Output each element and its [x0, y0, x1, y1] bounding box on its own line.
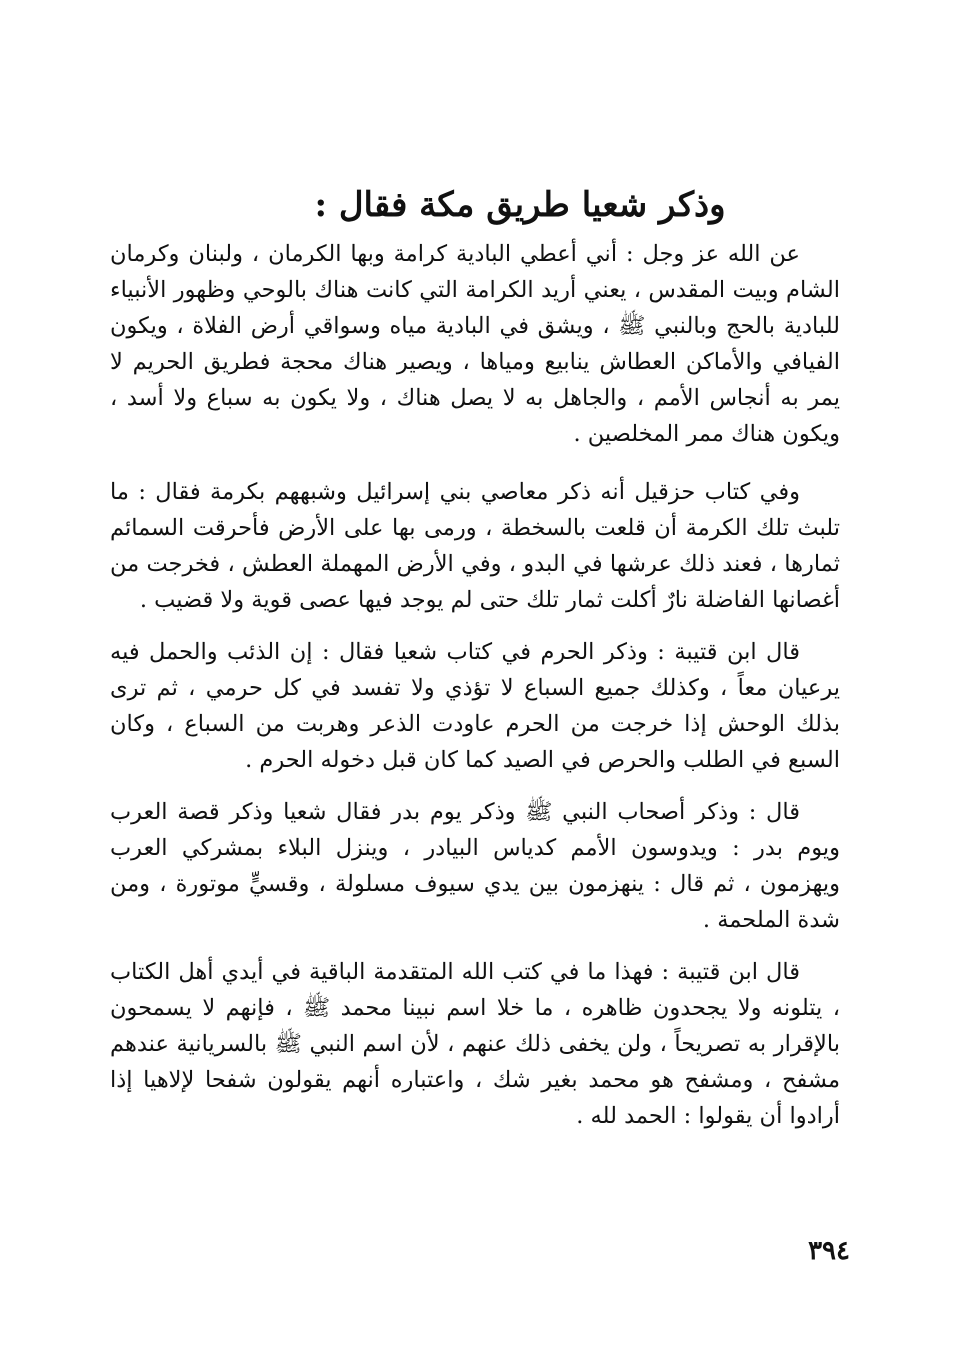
paragraph-4: قال : وذكر أصحاب النبي ﷺ وذكر يوم بدر فقال شعيا وذكر قصة العرب ويوم بدر : ويدوسون الأمم كدياس البيادر ، وينزل البلاء بمشركي العرب ويهزمون ، ثم قال : ينهزمون بين يدي سيوف مسلولة ، وقسيٍّ موتورة ، ومن شدة الملحمة .	[110, 799, 840, 933]
paragraph-3: قال ابن قتيبة : وذكر الحرم في كتاب شعيا فقال : إن الذئب والحمل فيه يرعيان معاً ، وكذلك جميع السباع لا تؤذي ولا تفسد في كل حرمي ، ثم ترى بذلك الوحش إذا خرجت من الحرم عاودت الذعر وهربت من السباع ، وكان السبع في الطلب والحرص في الصيد كما كان قبل دخوله الحرم .	[110, 639, 840, 773]
page-number: ٣٩٤	[808, 1236, 850, 1266]
paragraph-1: عن الله عز وجل : أني أعطي البادية كرامة وبها الكرمان ، ولبنان وكرمان الشام وبيت المقدس ، يعني أريد الكرامة التي كانت هناك بالوحي وظهور الأنبياء للبادية بالحج وبالنبي ﷺ ، ويشق في البادية مياه وسواقي أرض الفلاة ، ويكون الفيافي والأماكن العطاش ينابيع ومياها ، ويصير هناك محجة فطريق الحريم لا يمر به أنجاس الأمم ، والجاهل به لا يصل هناك ، ولا يكون به سباع ولا أسد ، ويكون هناك ممر المخلصين .	[110, 241, 840, 447]
page-content	[110, 180, 840, 1150]
section-title: وذكر شعيا طريق مكة فقال :	[314, 185, 726, 225]
paragraph-5: قال ابن قتيبة : فهذا ما في كتب الله المتقدمة الباقية في أيدي أهل الكتاب ، يتلونه ولا يجحدون ظاهره ، ما خلا اسم نبينا محمد ﷺ ، فإنهم لا يسمحون بالإقرار به تصريحاً ، ولن يخفى ذلك عنهم ، لأن اسم النبي ﷺ بالسريانية عندهم مشفح ، ومشفح هو محمد بغير شك ، واعتباره أنهم يقولون شفحا لإلاهيا إذا أرادوا أن يقولوا : الحمد لله .	[110, 959, 840, 1129]
paragraph-2: وفي كتاب حزقيل أنه ذكر معاصي بني إسرائيل وشبههم بكرمة فقال : ما تلبث تلك الكرمة أن قلعت بالسخطة ، ورمى بها على الأرض فأحرقت السمائم ثمارها ، فعند ذلك عرشها في البدو ، وفي الأرض المهملة العطش ، فخرجت من أغصانها الفاضلة نارٌ أكلت ثمار تلك حتى لم يوجد فيها عصى قوية ولا قضيب .	[110, 479, 840, 613]
